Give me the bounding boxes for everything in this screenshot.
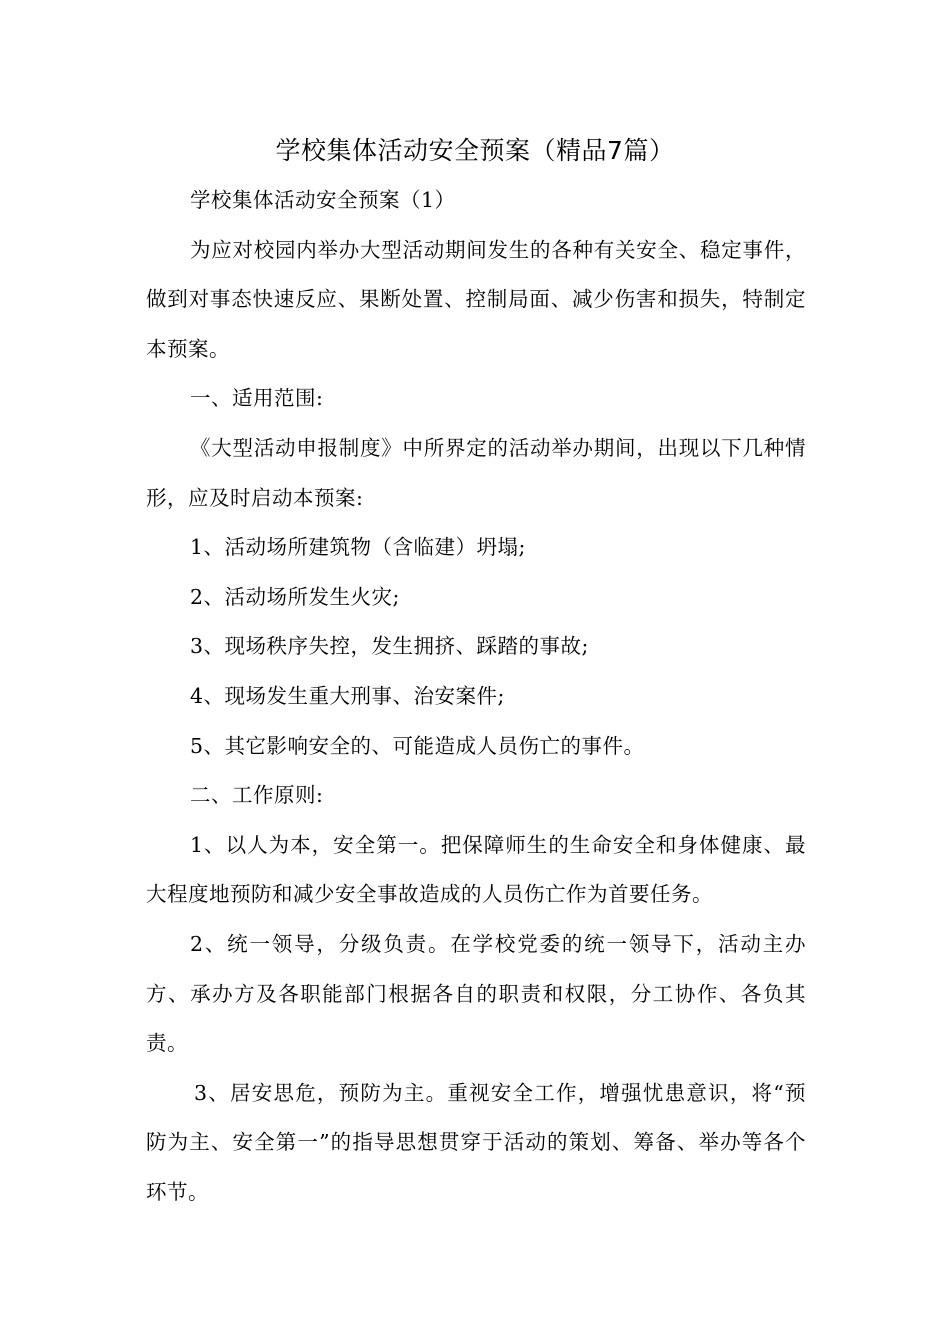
paragraph: 3、居安思危，预防为主。重视安全工作，增强忧患意识，将“预防为主、安全第一”的指导思想贯穿于活动的策划、筹备、举办等各个环节。 (146, 1080, 806, 1204)
list-item: 5、其它影响安全的、可能造成人员伤亡的事件。 (190, 733, 645, 758)
list-item: 3、现场秩序失控，发生拥挤、踩踏的事故; (190, 634, 589, 659)
document-body (146, 176, 806, 1217)
list-item: 1、活动场所建筑物（含临建）坍塌; (190, 535, 526, 560)
list-item: 4、现场发生重大刑事、治安案件; (190, 683, 505, 708)
paragraph: 《大型活动申报制度》中所界定的活动举办期间，出现以下几种情形，应及时启动本预案: (146, 435, 806, 510)
list-item: 2、活动场所发生火灾; (190, 584, 400, 609)
document-title: 学校集体活动安全预案（精品7篇） (275, 136, 675, 165)
section-heading: 学校集体活动安全预案（1） (190, 188, 456, 212)
paragraph: 为应对校园内举办大型活动期间发生的各种有关安全、稳定事件，做到对事态快速反应、果断处置、控制局面、减少伤害和损失，特制定本预案。 (146, 237, 806, 361)
paragraph: 1、以人为本，安全第一。把保障师生的生命安全和身体健康、最大程度地预防和减少安全事故造成的人员伤亡作为首要任务。 (146, 832, 806, 907)
section-heading: 一、适用范围: (190, 386, 324, 411)
section-heading: 二、工作原则: (190, 783, 324, 808)
paragraph: 2、统一领导，分级负责。在学校党委的统一领导下，活动主办方、承办方及各职能部门根据各自的职责和权限，分工协作、各负其责。 (146, 931, 806, 1056)
